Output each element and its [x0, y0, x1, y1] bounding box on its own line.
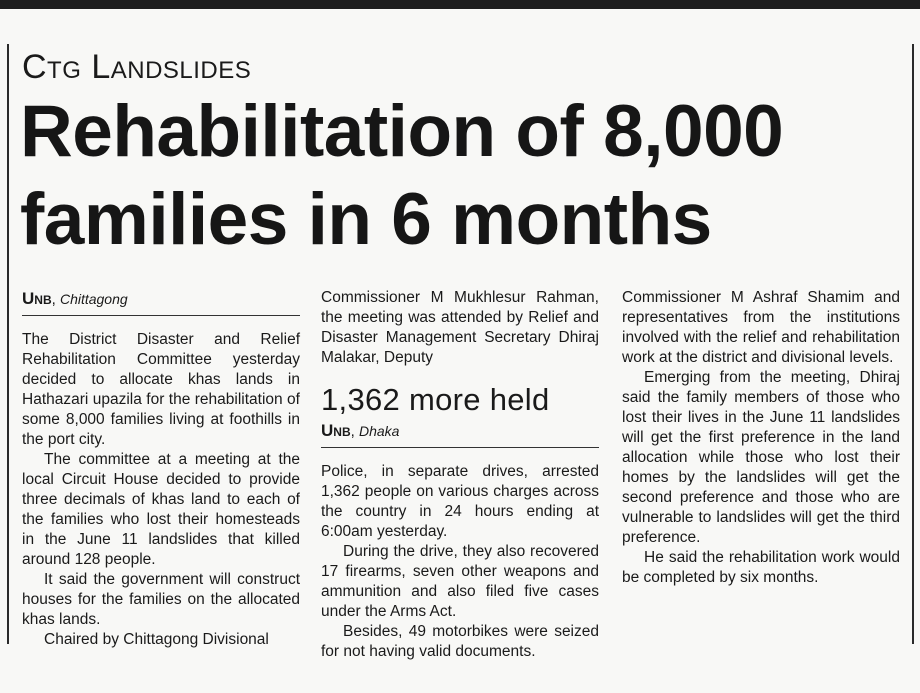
column-1: [22, 288, 300, 650]
paragraph: The District Disaster and Relief Rehabilitation Committee yesterday decided to allocate khas lands in Hathazari upazila for the rehabilitation of some 8,000 families living at foothills in the port city.: [22, 331, 300, 448]
article-headline: Rehabilitation of 8,000 families in 6 months: [20, 91, 784, 260]
paragraph: During the drive, they also recovered 17 firearms, seven other weapons and ammunition and also filed five cases under the Arms Act.: [321, 543, 599, 620]
paragraph: Commissioner M Ashraf Shamim and representatives from the institutions involved with the relief and rehabilitation work at the district and divisional levels.: [622, 289, 900, 366]
paragraph: Besides, 49 motorbikes were seized for not having valid documents.: [321, 623, 599, 660]
paragraph: He said the rehabilitation work would be completed by six months.: [622, 549, 900, 586]
article-byline: Unb, Chittagong: [22, 288, 300, 316]
left-border: [7, 44, 9, 644]
byline-agency: Unb: [321, 421, 351, 440]
paragraph: The committee at a meeting at the local Circuit House decided to provide three decimals of khas land to each of the families who lost their homesteads in the June 11 landslides that killed around 128 people.: [22, 451, 300, 568]
byline-place: Dhaka: [358, 423, 400, 439]
byline-agency: Unb: [22, 289, 52, 308]
sidebar-byline: Unb, Dhaka: [321, 420, 599, 448]
top-border: [0, 0, 920, 9]
paragraph: Emerging from the meeting, Dhiraj said the family members of those who lost their lives in the June 11 landslides will get the first preference in the land allocation while those who lost their homes by the landslides will get the second preference and those who are vulnerable to landslides will get the third preference.: [622, 369, 900, 546]
section-kicker: Ctg Landslides: [22, 48, 252, 86]
paragraph: It said the government will construct houses for the families on the allocated khas lands.: [22, 571, 300, 628]
right-border: [912, 44, 914, 644]
sidebar-headline: 1,362 more held: [321, 382, 550, 417]
paragraph: Chaired by Chittagong Divisional: [44, 631, 269, 648]
paragraph: Police, in separate drives, arrested 1,362 people on various charges across the country in 24 hours ending at 6:00am yesterday.: [321, 463, 599, 540]
column-2: [321, 288, 599, 662]
byline-place: Chittagong: [59, 291, 128, 307]
column-3: [622, 288, 900, 588]
paragraph: Commissioner M Mukhlesur Rahman, the meeting was attended by Relief and Disaster Management Secretary Dhiraj Malakar, Deputy: [321, 289, 599, 366]
